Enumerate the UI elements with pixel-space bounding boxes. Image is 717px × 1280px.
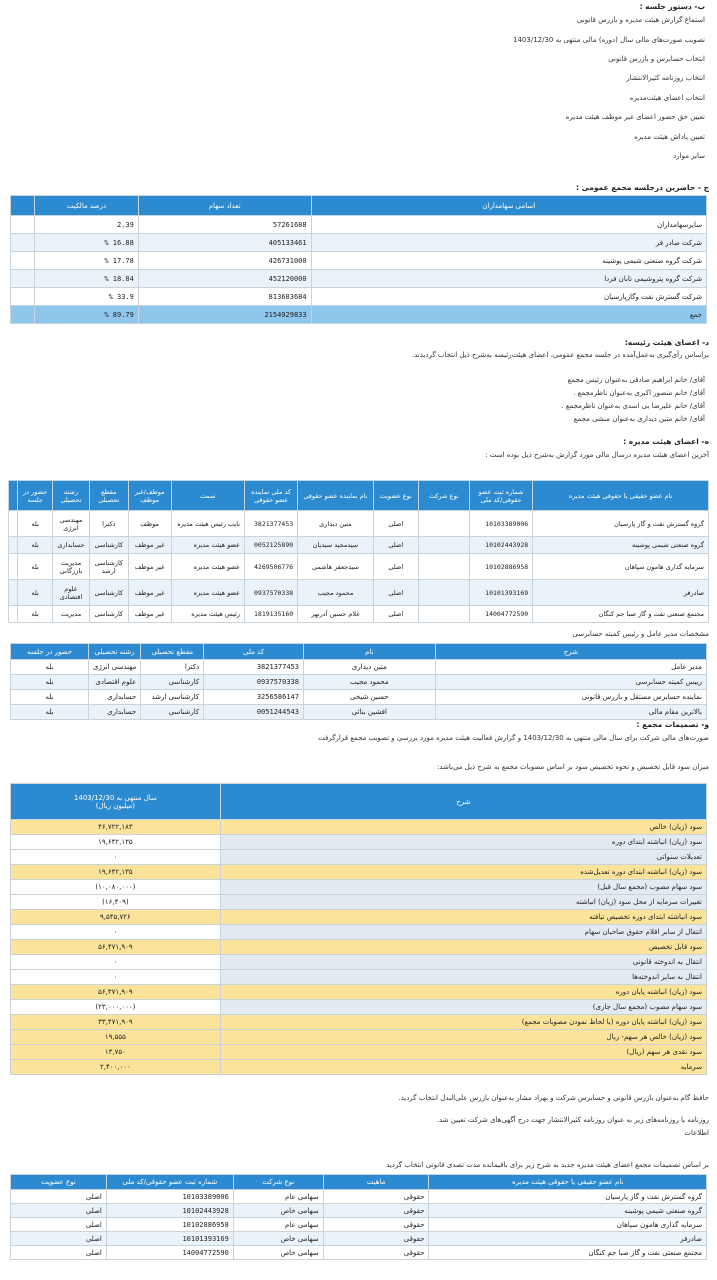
attendance: بله bbox=[18, 606, 53, 623]
field: حسابداری bbox=[53, 537, 90, 554]
profit-row bbox=[11, 925, 707, 940]
table-row bbox=[11, 660, 707, 675]
agenda-item: انتخاب روزنامه کثیرالانتشار bbox=[626, 74, 705, 82]
company-type: سهامی خاص bbox=[233, 1246, 323, 1260]
col-header: رشته تحصیلی bbox=[88, 644, 140, 660]
company-type bbox=[418, 606, 469, 623]
profit-row bbox=[11, 865, 707, 880]
attendees-title: ج - حاضرین درجلسه مجمع عمومی : bbox=[576, 183, 709, 192]
col-header: نوع عضویت bbox=[373, 481, 418, 511]
col-header: کد ملی نماینده عضو حقوقی bbox=[245, 481, 298, 511]
membership-type: اصلی bbox=[11, 1218, 107, 1232]
profit-label: تعدیلات سنواتی bbox=[220, 850, 706, 865]
member-name: سرمایه گذاری هامون سپاهان bbox=[429, 1218, 707, 1232]
resolutions-title: و- تصمیمات مجمع : bbox=[636, 720, 709, 729]
profit-row bbox=[11, 820, 707, 835]
field: مهندسی انرژی bbox=[53, 511, 90, 537]
profit-row bbox=[11, 880, 707, 895]
representative-id: 4269506776 bbox=[245, 554, 298, 580]
national-id: 0051244543 bbox=[204, 705, 304, 720]
profit-value: ۵۶,۴۷۱,۹۰۹ bbox=[11, 940, 221, 955]
presiding-title: د- اعضای هیئت رئیسه: bbox=[624, 338, 709, 347]
registration-id: 10102886958 bbox=[469, 554, 532, 580]
representative-name: متین دیداری bbox=[298, 511, 374, 537]
profit-value: ۰ bbox=[11, 925, 221, 940]
profit-value: (۲۳,۰۰۰,۰۰۰) bbox=[11, 1000, 221, 1015]
col-header: درصد مالکیت bbox=[35, 196, 139, 216]
shareholder-name: سایرسهامداران bbox=[311, 216, 706, 234]
table-header bbox=[11, 784, 707, 820]
company-type: سهامی خاص bbox=[233, 1232, 323, 1246]
table-header bbox=[9, 481, 709, 511]
field: مهندسی انرژی bbox=[88, 660, 140, 675]
position: عضو هیئت مدیره bbox=[171, 580, 244, 606]
col-header: نام نماینده عضو حقوقی bbox=[298, 481, 374, 511]
col-header-blank bbox=[9, 481, 18, 511]
representative-id: 1819135160 bbox=[245, 606, 298, 623]
col-header: نوع شرکت bbox=[418, 481, 469, 511]
representative-id: 3821377453 bbox=[245, 511, 298, 537]
managers-title: مشخصات مدیر عامل و رئیس کمیته حسابرسی bbox=[572, 630, 709, 638]
resolutions-line: صورت‌های مالی شرکت برای سال مالی منتهی به 1403/12/30 و گزارش فعالیت هیئت مدیره مورد بررسی و تصویب مجمع قرارگرفت bbox=[318, 734, 709, 742]
degree: کارشناسی ارشد bbox=[141, 690, 204, 705]
agenda-item: تصویب صورت‌های مالی سال (دوره) مالی منتهی به 1403/12/30 bbox=[513, 36, 705, 44]
person-name: متین دیداری bbox=[304, 660, 436, 675]
profit-row bbox=[11, 1015, 707, 1030]
table-row bbox=[11, 1232, 707, 1246]
table-row bbox=[11, 690, 707, 705]
attendees-table bbox=[10, 195, 707, 324]
membership-type: اصلی bbox=[11, 1190, 107, 1204]
membership-type: اصلی bbox=[373, 580, 418, 606]
profit-label: سود (زیان) انباشته پایان دوره (با لحاظ نمودن مصوبات مجمع) bbox=[220, 1015, 706, 1030]
representative-name: سیدجعفر هاشمی bbox=[298, 554, 374, 580]
company-type bbox=[418, 580, 469, 606]
profit-value: ۴۶,۷۲۲,۱۸۳ bbox=[11, 820, 221, 835]
total-label: جمع bbox=[311, 306, 706, 324]
table-total-row bbox=[11, 306, 707, 324]
profit-label: انتقال به اندوخته قانونی bbox=[220, 955, 706, 970]
attendance: بله bbox=[11, 690, 89, 705]
period-label: سال منتهی به 1403/12/30 bbox=[73, 793, 157, 802]
profit-label: سرمایه bbox=[220, 1060, 706, 1075]
share-count: 426731000 bbox=[138, 252, 311, 270]
agenda-item: انتخاب اعضای هیئت‌مدیره bbox=[629, 94, 705, 102]
duty-type: غیر موظف bbox=[128, 606, 171, 623]
profit-row bbox=[11, 955, 707, 970]
registration-id: 10103389006 bbox=[106, 1190, 233, 1204]
representative-name: محمود مجیب bbox=[298, 580, 374, 606]
member-name: گروه گسترش نفت و گاز پارسیان bbox=[429, 1190, 707, 1204]
profit-label: سود (زیان) انباشته پایان دوره bbox=[220, 985, 706, 1000]
shareholder-name: شرکت گروه پتروشیمی تابان فردا bbox=[311, 270, 706, 288]
registration-id: 14004772590 bbox=[106, 1246, 233, 1260]
profit-row bbox=[11, 1000, 707, 1015]
ownership-percent: % 89.79 bbox=[35, 306, 139, 324]
representative-name: سیدمجید سیدیان bbox=[298, 537, 374, 554]
field: علوم اقتصادی bbox=[88, 675, 140, 690]
person-name: افشین بنائی bbox=[304, 705, 436, 720]
entity-type: حقوقی bbox=[323, 1232, 429, 1246]
profit-row bbox=[11, 985, 707, 1000]
registration-id: 10102443928 bbox=[469, 537, 532, 554]
profit-value: ۰ bbox=[11, 955, 221, 970]
auditor-line: حافظ گام به‌عنوان بازرس قانونی و حسابرس شرکت و بهراد مشار به‌عنوان بازرس علی‌البدل انتخاب گردید. bbox=[398, 1094, 709, 1102]
registration-id: 10102443928 bbox=[106, 1204, 233, 1218]
profit-label: سود قابل تخصیص bbox=[220, 940, 706, 955]
table-row bbox=[11, 288, 707, 306]
managers-table bbox=[10, 643, 707, 720]
agenda-title: ب- دستور جلسه : bbox=[639, 2, 705, 11]
profit-label: سود سهام مصوب (مجمع سال قبل) bbox=[220, 880, 706, 895]
board-title: ه- اعضای هیئت مدیره : bbox=[623, 437, 709, 446]
company-type: سهامی عام bbox=[233, 1218, 323, 1232]
share-count: 2154929833 bbox=[138, 306, 311, 324]
role: مدیر عامل bbox=[435, 660, 706, 675]
profit-row bbox=[11, 910, 707, 925]
table-header bbox=[11, 196, 707, 216]
new-board-intro: بر اساس تصمیمات مجمع اعضای هیئت مدیره جدید به شرح زیر برای باقیمانده مدت تصدی قانونی انتخاب گردید bbox=[386, 1161, 709, 1169]
membership-type: اصلی bbox=[373, 537, 418, 554]
position: عضو هیئت مدیره bbox=[171, 554, 244, 580]
newspaper-line: روزنامه یا روزنامه‌های زیر به عنوان روزنامه کثیرالانتشار جهت درج آگهی‌های شرکت تعیین شد. bbox=[436, 1116, 709, 1124]
col-header: شرح bbox=[220, 784, 706, 820]
profit-label: انتقال به سایر اندوخته‌ها bbox=[220, 970, 706, 985]
profit-row bbox=[11, 970, 707, 985]
position: نایب رئیس هیئت مدیره bbox=[171, 511, 244, 537]
person-name: حسین شیخی bbox=[304, 690, 436, 705]
member-name: مجتمع صنعتی نفت و گاز صبا جم کنگان bbox=[429, 1246, 707, 1260]
attendance: بله bbox=[18, 511, 53, 537]
profit-value: ۵۶,۴۷۱,۹۰۹ bbox=[11, 985, 221, 1000]
entity-type: حقوقی bbox=[323, 1204, 429, 1218]
company-type bbox=[418, 554, 469, 580]
agenda-item: سایر موارد bbox=[673, 152, 705, 160]
profit-row bbox=[11, 1060, 707, 1075]
attendance: بله bbox=[18, 554, 53, 580]
col-header: حضور در جلسه bbox=[18, 481, 53, 511]
ownership-percent: % 18.84 bbox=[35, 270, 139, 288]
member-name: مجتمع صنعتی نفت و گاز صبا جم کنگان bbox=[533, 606, 709, 623]
profit-label: سود سهام مصوب (مجمع سال جاری) bbox=[220, 1000, 706, 1015]
field: مدیریت بازرگانی bbox=[53, 554, 90, 580]
col-header: تعداد سهام bbox=[138, 196, 311, 216]
registration-id: 14004772590 bbox=[469, 606, 532, 623]
board-intro: آخرین اعضای هیئت مدیره درسال مالی مورد گزارش به‌شرح ذیل بوده است : bbox=[485, 451, 709, 459]
shareholder-name: شرکت گسترش نفت وگازپارسیان bbox=[311, 288, 706, 306]
agenda-item: تعیین حق حضور اعضای غیر موظف هیئت مدیره bbox=[565, 113, 705, 121]
newspaper-name: اطلاعات bbox=[684, 1129, 709, 1137]
col-header: نوع عضویت bbox=[11, 1175, 107, 1190]
entity-type: حقوقی bbox=[323, 1218, 429, 1232]
table-row bbox=[11, 252, 707, 270]
field: مدیریت bbox=[53, 606, 90, 623]
degree: کارشناسی ارشد bbox=[89, 554, 128, 580]
presiding-line: آقای/ خانم ابراهیم صادقی به‌عنوان رئیس مجمع bbox=[567, 376, 705, 384]
presiding-line: آقای/ خانم متین دیداری به‌عنوان منشی مجمع bbox=[573, 415, 705, 423]
member-name: صادرفر bbox=[533, 580, 709, 606]
table-row bbox=[9, 537, 709, 554]
degree: کارشناسی bbox=[89, 606, 128, 623]
table-row bbox=[11, 270, 707, 288]
membership-type: اصلی bbox=[11, 1232, 107, 1246]
profit-value: ۲,۴۰۰,۰۰۰ bbox=[11, 1060, 221, 1075]
col-header-period bbox=[11, 784, 221, 820]
profit-value: ۹,۵۴۵,۷۲۶ bbox=[11, 910, 221, 925]
registration-id: 10102886958 bbox=[106, 1218, 233, 1232]
profit-value: ۱۹,۶۴۲,۱۳۵ bbox=[11, 865, 221, 880]
ownership-percent: 2.39 bbox=[35, 216, 139, 234]
table-header bbox=[11, 1175, 707, 1190]
member-name: گروه صنعتی شیمی پوشینه bbox=[429, 1204, 707, 1218]
attendance: بله bbox=[11, 660, 89, 675]
company-type bbox=[418, 537, 469, 554]
ownership-percent: % 33.9 bbox=[35, 288, 139, 306]
degree: دکترا bbox=[141, 660, 204, 675]
member-name: صادرفر bbox=[429, 1232, 707, 1246]
membership-type: اصلی bbox=[373, 554, 418, 580]
field: علوم اقتصادی bbox=[53, 580, 90, 606]
entity-type: حقوقی bbox=[323, 1246, 429, 1260]
membership-type: اصلی bbox=[373, 511, 418, 537]
profit-value: ۰ bbox=[11, 970, 221, 985]
table-row bbox=[11, 216, 707, 234]
profit-label: سود (زیان) خالص هر سهم- ریال bbox=[220, 1030, 706, 1045]
presiding-line: آقای/ خانم منصور اکبری به‌عنوان ناظرمجمع . bbox=[573, 389, 705, 397]
attendance: بله bbox=[11, 705, 89, 720]
col-header: نام bbox=[304, 644, 436, 660]
member-name: گروه گسترش نفت و گاز پارسیان bbox=[533, 511, 709, 537]
col-header: مقطع تحصیلی bbox=[141, 644, 204, 660]
profit-label: تغییرات سرمایه از محل سود (زیان) انباشته bbox=[220, 895, 706, 910]
profit-value: (۱۰,۰۸۰,۰۰۰) bbox=[11, 880, 221, 895]
national-id: 3821377453 bbox=[204, 660, 304, 675]
field: حسابداری bbox=[88, 690, 140, 705]
share-count: 405133461 bbox=[138, 234, 311, 252]
col-header: نوع شرکت bbox=[233, 1175, 323, 1190]
representative-id: 0937570338 bbox=[245, 580, 298, 606]
col-header: شماره ثبت عضو حقوقی/کد ملی bbox=[106, 1175, 233, 1190]
profit-value: ۱۹,۵۵۵ bbox=[11, 1030, 221, 1045]
col-header: اسامی سهامداران bbox=[311, 196, 706, 216]
agenda-item: انتخاب حسابرس و بازرس قانونی bbox=[608, 55, 705, 63]
degree: کارشناسی bbox=[141, 705, 204, 720]
table-row bbox=[11, 675, 707, 690]
unit-label: (میلیون ریال) bbox=[95, 801, 135, 810]
company-type bbox=[418, 511, 469, 537]
member-name: سرمایه گذاری هامون سپاهان bbox=[533, 554, 709, 580]
degree: کارشناسی bbox=[89, 580, 128, 606]
attendance: بله bbox=[18, 537, 53, 554]
attendance: بله bbox=[18, 580, 53, 606]
company-type: سهامی خاص bbox=[233, 1204, 323, 1218]
ownership-percent: % 17.78 bbox=[35, 252, 139, 270]
role: بالاترین مقام مالی bbox=[435, 705, 706, 720]
registration-id: 10101393169 bbox=[469, 580, 532, 606]
col-header: رشته تحصیلی bbox=[53, 481, 90, 511]
membership-type: اصلی bbox=[11, 1246, 107, 1260]
membership-type: اصلی bbox=[373, 606, 418, 623]
registration-id: 10101393169 bbox=[106, 1232, 233, 1246]
field: حسابداری bbox=[88, 705, 140, 720]
ownership-percent: % 16.88 bbox=[35, 234, 139, 252]
profit-value: ۱۹,۶۴۲,۱۳۵ bbox=[11, 835, 221, 850]
profit-row bbox=[11, 1030, 707, 1045]
share-count: 452120000 bbox=[138, 270, 311, 288]
table-row bbox=[11, 1190, 707, 1204]
duty-type: غیر موظف bbox=[128, 554, 171, 580]
profit-row bbox=[11, 1045, 707, 1060]
national-id: 0937570338 bbox=[204, 675, 304, 690]
profit-value: (۱۶,۴۰۹) bbox=[11, 895, 221, 910]
company-type: سهامی عام bbox=[233, 1190, 323, 1204]
col-header-blank bbox=[11, 196, 35, 216]
share-count: 57261688 bbox=[138, 216, 311, 234]
degree: دکترا bbox=[89, 511, 128, 537]
position: رئیس هیئت مدیره bbox=[171, 606, 244, 623]
share-count: 813683684 bbox=[138, 288, 311, 306]
table-row bbox=[9, 554, 709, 580]
table-row bbox=[11, 1204, 707, 1218]
col-header: حضور در جلسه bbox=[11, 644, 89, 660]
table-header bbox=[11, 644, 707, 660]
profit-label: سود (زیان) انباشته ابتدای دوره تعدیل‌شده bbox=[220, 865, 706, 880]
degree: کارشناسی bbox=[141, 675, 204, 690]
representative-id: 0052125890 bbox=[245, 537, 298, 554]
degree: کارشناسی bbox=[89, 537, 128, 554]
shareholder-name: شرکت صادر فر bbox=[311, 234, 706, 252]
agenda-item: استماع گزارش هیئت مدیره و بازرس قانونی bbox=[577, 16, 705, 24]
new-board-table bbox=[10, 1174, 707, 1260]
presiding-line: آقای/ خانم علیرضا بی اسدی به‌عنوان ناظرمجمع . bbox=[561, 402, 705, 410]
table-row bbox=[11, 705, 707, 720]
table-row bbox=[9, 606, 709, 623]
col-header: نام عضو حقیقی یا حقوقی هیئت مدیره bbox=[533, 481, 709, 511]
profit-row bbox=[11, 940, 707, 955]
shareholder-name: شرکت گروه صنعتی شیمی پوشینه bbox=[311, 252, 706, 270]
col-header: سمت bbox=[171, 481, 244, 511]
presiding-intro: براساس رأی‌گیری به‌عمل‌آمده در جلسه مجمع عمومی، اعضای هیئت‌رئیسه به‌شرح ذیل انتخاب گردیدند. bbox=[411, 351, 709, 359]
profit-row bbox=[11, 850, 707, 865]
role: رییس کمیته حسابرسی bbox=[435, 675, 706, 690]
profit-row bbox=[11, 895, 707, 910]
table-row bbox=[11, 1218, 707, 1232]
representative-name: غلام حسین آدرنهر bbox=[298, 606, 374, 623]
profit-label: انتقال از سایر اقلام حقوق صاحبان سهام bbox=[220, 925, 706, 940]
col-header: موظف/غیر موظف bbox=[128, 481, 171, 511]
registration-id: 10103389006 bbox=[469, 511, 532, 537]
board-table bbox=[8, 480, 709, 623]
entity-type: حقوقی bbox=[323, 1190, 429, 1204]
agenda-item: تعیین پاداش هیئت مدیره bbox=[634, 133, 705, 141]
col-header: مقطع تحصیلی bbox=[89, 481, 128, 511]
position: عضو هیئت مدیره bbox=[171, 537, 244, 554]
profit-value: ۰ bbox=[11, 850, 221, 865]
col-header: نام عضو حقیقی یا حقوقی هیئت مدیره bbox=[429, 1175, 707, 1190]
profit-table bbox=[10, 783, 707, 1075]
duty-type: موظف bbox=[128, 511, 171, 537]
national-id: 3256586147 bbox=[204, 690, 304, 705]
profit-label: سود (زیان) خالص bbox=[220, 820, 706, 835]
duty-type: غیر موظف bbox=[128, 580, 171, 606]
resolutions-line: میزان سود قابل تخصیص و نحوه تخصیص سود بر اساس مصوبات مجمع به شرح ذیل می‌باشد: bbox=[436, 763, 709, 771]
profit-value: ۱۳,۷۵۰ bbox=[11, 1045, 221, 1060]
profit-row bbox=[11, 835, 707, 850]
attendance: بله bbox=[11, 675, 89, 690]
col-header: شماره ثبت عضو حقوقی/کد ملی bbox=[469, 481, 532, 511]
duty-type: غیر موظف bbox=[128, 537, 171, 554]
membership-type: اصلی bbox=[11, 1204, 107, 1218]
table-row bbox=[9, 511, 709, 537]
person-name: محمود مجیب bbox=[304, 675, 436, 690]
profit-label: سود نقدی هر سهم (ریال) bbox=[220, 1045, 706, 1060]
role: نماینده حسابرس مستقل و بازرس قانونی bbox=[435, 690, 706, 705]
col-header: کد ملی bbox=[204, 644, 304, 660]
profit-value: ۳۳,۴۷۱,۹۰۹ bbox=[11, 1015, 221, 1030]
col-header: شرح bbox=[435, 644, 706, 660]
table-row bbox=[9, 580, 709, 606]
table-row bbox=[11, 1246, 707, 1260]
profit-label: سود (زیان) انباشته ابتدای دوره bbox=[220, 835, 706, 850]
member-name: گروه صنعتی شیمی پوشینه bbox=[533, 537, 709, 554]
profit-label: سود انباشته ابتدای دوره تخصیص نیافته bbox=[220, 910, 706, 925]
table-row bbox=[11, 234, 707, 252]
col-header: ماهیت bbox=[323, 1175, 429, 1190]
